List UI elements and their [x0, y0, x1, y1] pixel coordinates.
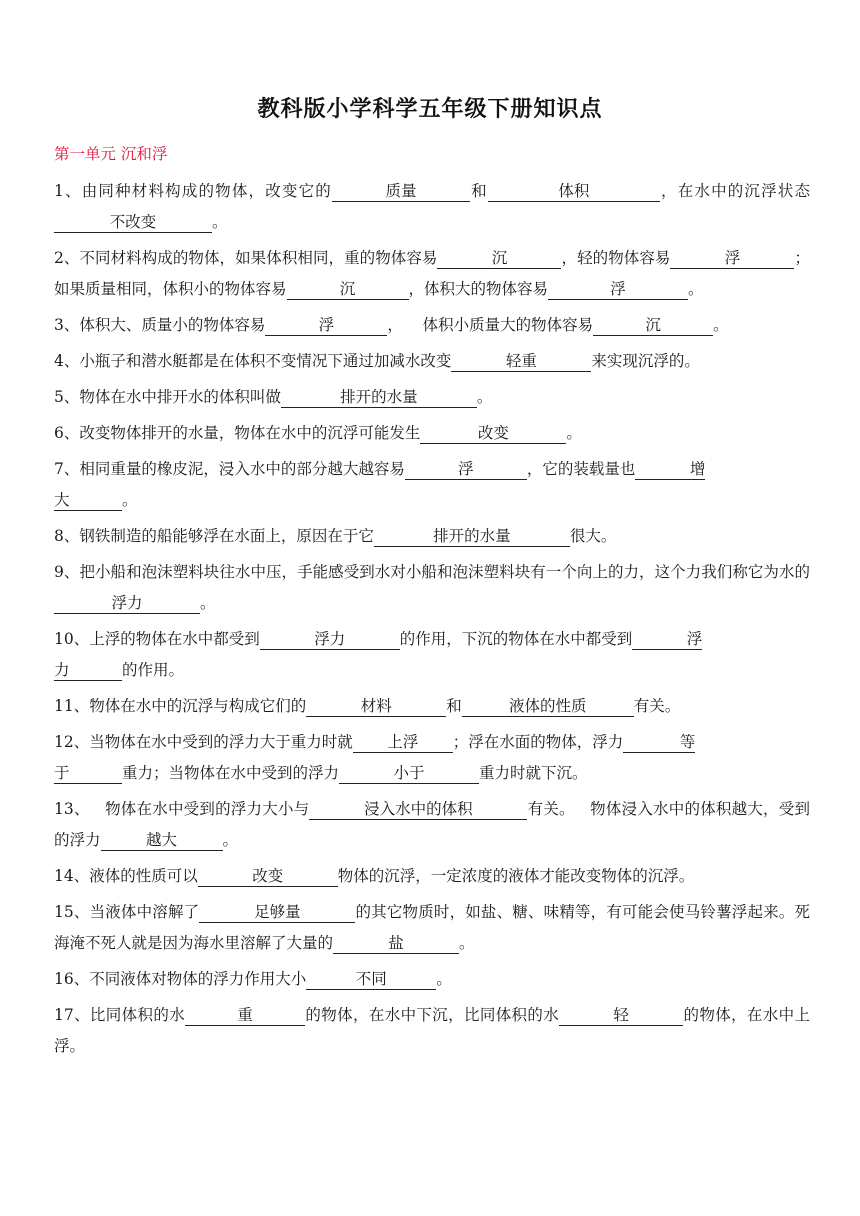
- list-item-17: [54, 1000, 810, 1062]
- item-text: 15、当液体中溶解了: [54, 903, 200, 921]
- list-item-10: [54, 624, 810, 686]
- item-text: 的物体，在水中上浮。: [54, 1006, 810, 1055]
- list-item-13: [54, 794, 810, 856]
- item-text: 1、由同种材料构成的物体，改变它的: [54, 182, 332, 200]
- item-text: 有关。: [633, 697, 681, 715]
- section-heading: 第一单元 沉和浮: [54, 145, 168, 163]
- answer-blank: 增: [635, 459, 705, 480]
- item-text: 7、相同重量的橡皮泥，浸入水中的部分越大越容易: [54, 460, 405, 478]
- item-text: 17、比同体积的水: [54, 1006, 186, 1024]
- answer-blank: 体积: [488, 181, 660, 202]
- list-item-9: [54, 557, 810, 619]
- list-item-2: [54, 243, 810, 305]
- answer-blank: 上浮: [353, 732, 453, 753]
- item-text: 6、改变物体排开的水量，物体在水中的沉浮可能发生: [54, 424, 421, 442]
- item-text: 。: [713, 316, 729, 334]
- item-text: 13、 物体在水中受到的浮力大小与: [54, 800, 310, 818]
- answer-blank: 浮: [405, 459, 527, 480]
- item-text: 物体的沉浮，一定浓度的液体才能改变物体的沉浮。: [337, 867, 695, 885]
- answer-blank-continued: 于: [54, 763, 122, 784]
- item-text: 。: [476, 388, 493, 406]
- item-text: 重力时就下沉。: [479, 764, 588, 782]
- answer-blank: 沉: [437, 248, 561, 269]
- answer-blank: 排开的水量: [281, 387, 477, 408]
- item-text: 。: [222, 831, 239, 849]
- item-text: 和: [469, 182, 488, 200]
- item-text: ；如果质量相同，体积小的物体容易: [54, 249, 810, 298]
- item-text: 很大。: [569, 527, 617, 545]
- item-text: 4、小瓶子和潜水艇都是在体积不变情况下通过加减水改变: [54, 352, 452, 370]
- answer-blank: 不改变: [54, 212, 212, 233]
- list-item-8: [54, 521, 810, 552]
- item-text: 5、物体在水中排开水的体积叫做: [54, 388, 281, 406]
- list-item-16: [54, 964, 810, 995]
- item-text: 。: [200, 594, 216, 612]
- item-text: 。: [436, 970, 452, 988]
- answer-blank: 等: [623, 732, 695, 753]
- page-title: 教科版小学科学五年级下册知识点: [257, 97, 603, 122]
- answer-blank: 改变: [198, 866, 338, 887]
- item-text: ；浮在水面的物体，浮力: [452, 733, 624, 751]
- item-text: 10、上浮的物体在水中都受到: [54, 630, 260, 648]
- item-text: 。: [459, 934, 475, 952]
- item-text: 3、体积大、质量小的物体容易: [54, 316, 266, 334]
- answer-blank: 浮: [548, 279, 688, 300]
- answer-blank: 液体的性质: [462, 696, 634, 717]
- answer-blank: 沉: [287, 279, 409, 300]
- answer-blank: 改变: [420, 423, 566, 444]
- list-item-12: [54, 727, 810, 789]
- list-item-6: [54, 418, 810, 449]
- list-item-3: [54, 310, 810, 341]
- answer-blank-continued: 力: [54, 660, 122, 681]
- item-text: 。: [566, 424, 582, 442]
- item-text: 11、物体在水中的沉浮与构成它们的: [54, 697, 307, 715]
- item-text: 重力；当物体在水中受到的浮力: [122, 764, 340, 782]
- item-text: ，在水中的沉浮状态: [659, 182, 810, 200]
- answer-blank: 材料: [306, 696, 446, 717]
- list-item-1: [54, 176, 810, 238]
- answer-blank: 沉: [593, 315, 713, 336]
- list-item-4: [54, 346, 810, 377]
- item-text: 和: [446, 697, 462, 715]
- answer-blank: 浮力: [260, 629, 400, 650]
- item-text: 的其它物质时，如盐、糖、味精等，有可能会使马铃薯浮起来。死海淹不死人就是因为海水里溶解了大量的: [54, 903, 810, 952]
- item-text: 12、当物体在水中受到的浮力大于重力时就: [54, 733, 353, 751]
- item-text: 有关。 物体浸入水中的体积越大，受到的浮力: [54, 800, 810, 849]
- item-text: 。: [122, 491, 138, 509]
- list-item-7: [54, 454, 810, 516]
- answer-blank: 浸入水中的体积: [309, 799, 527, 820]
- list-item-14: [54, 861, 810, 892]
- answer-blank: 浮: [632, 629, 702, 650]
- item-text: 9、把小船和泡沫塑料块往水中压，手能感受到水对小船和泡沫塑料块有一个向上的力，这个力我们称它为水的: [54, 563, 810, 581]
- answer-blank: 轻重: [451, 351, 591, 372]
- item-text: 的作用。: [122, 661, 185, 679]
- answer-blank: 足够量: [199, 902, 355, 923]
- answer-blank: 不同: [306, 969, 436, 990]
- answer-blank: 质量: [332, 181, 470, 202]
- item-text: ， 体积小质量大的物体容易: [387, 316, 594, 334]
- item-text: 来实现沉浮的。: [591, 352, 700, 370]
- item-text: ，轻的物体容易: [561, 249, 671, 267]
- knowledge-list: [54, 176, 810, 1067]
- answer-blank: 浮: [670, 248, 794, 269]
- item-text: 2、不同材料构成的物体，如果体积相同，重的物体容易: [54, 249, 438, 267]
- item-text: 。: [688, 280, 704, 298]
- answer-blank-continued: 大: [54, 490, 122, 511]
- item-text: 16、不同液体对物体的浮力作用大小: [54, 970, 307, 988]
- answer-blank: 小于: [339, 763, 479, 784]
- item-text: 的作用，下沉的物体在水中都受到: [399, 630, 633, 648]
- item-text: 。: [212, 213, 228, 231]
- item-text: 的物体，在水中下沉，比同体积的水: [305, 1006, 560, 1024]
- list-item-5: [54, 382, 810, 413]
- list-item-15: [54, 897, 810, 959]
- answer-blank: 越大: [101, 830, 223, 851]
- answer-blank: 重: [185, 1005, 305, 1026]
- answer-blank: 浮: [265, 315, 387, 336]
- list-item-11: [54, 691, 810, 722]
- item-text: ，它的装载量也: [526, 460, 636, 478]
- answer-blank: 浮力: [54, 593, 200, 614]
- answer-blank: 盐: [333, 933, 459, 954]
- answer-blank: 排开的水量: [374, 526, 570, 547]
- answer-blank: 轻: [559, 1005, 683, 1026]
- item-text: 14、液体的性质可以: [54, 867, 198, 885]
- item-text: 8、钢铁制造的船能够浮在水面上，原因在于它: [54, 527, 374, 545]
- item-text: ，体积大的物体容易: [408, 280, 549, 298]
